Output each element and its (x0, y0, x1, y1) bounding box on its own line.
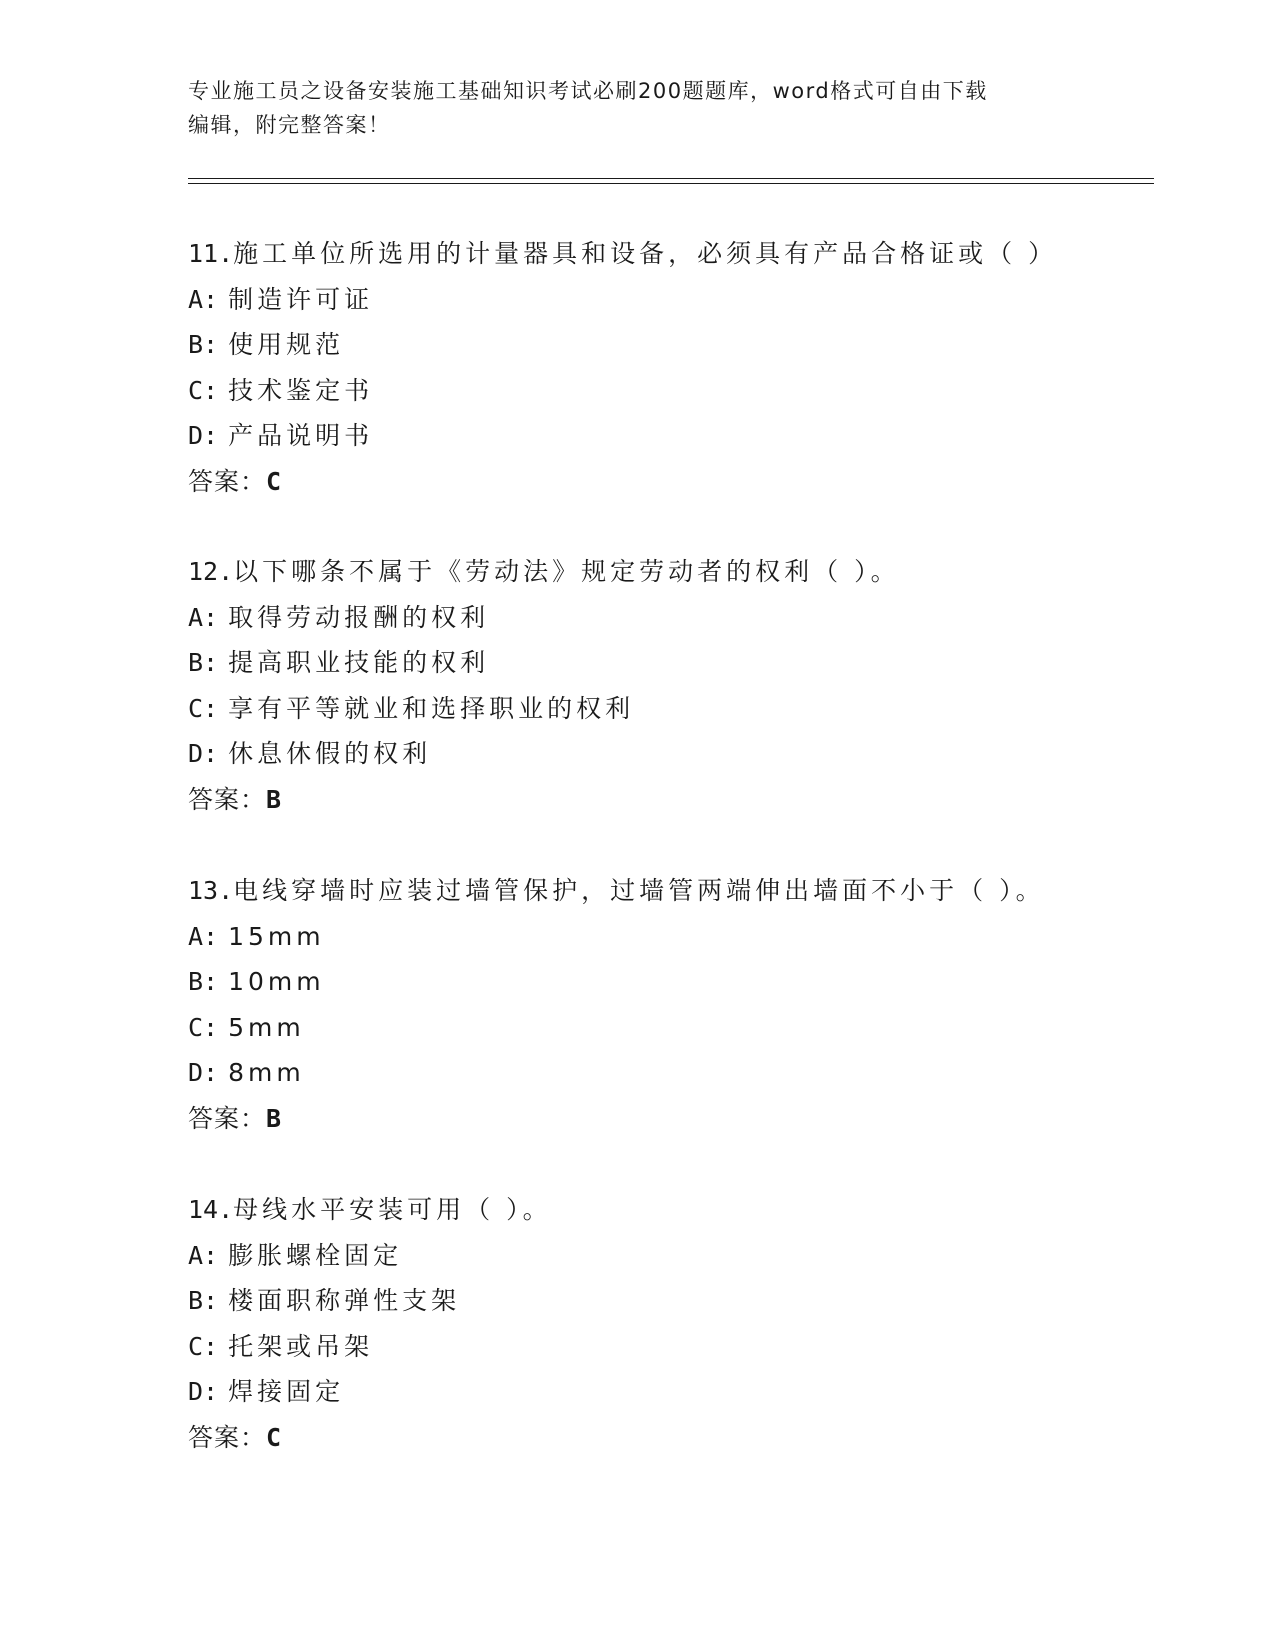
option-key: D: (188, 1377, 219, 1406)
question-stem (188, 868, 1148, 914)
option-key: D: (188, 739, 219, 768)
question-text: 电线穿墙时应装过墙管保护，过墙管两端伸出墙面不小于（ ）。 (233, 876, 1045, 905)
option-text: 5mm (228, 1012, 305, 1042)
option-key: B: (188, 648, 219, 677)
option-c (188, 1324, 1148, 1370)
option-key: A: (188, 921, 219, 951)
option-key: B: (188, 967, 219, 996)
option-a (188, 595, 1148, 641)
question-number: 11. (188, 239, 234, 268)
answer-line (188, 1096, 1148, 1142)
answer-label: 答案： (188, 466, 267, 496)
option-b (188, 959, 1148, 1005)
question-number: 14. (188, 1195, 234, 1224)
option-c (188, 368, 1148, 414)
question-text: 母线水平安装可用（ ）。 (233, 1195, 552, 1224)
option-text: 使用规范 (228, 330, 345, 359)
option-text: 8mm (228, 1058, 305, 1087)
option-text: 托架或吊架 (228, 1331, 374, 1361)
option-d (188, 413, 1148, 459)
question-14 (188, 1187, 1148, 1460)
question-stem (188, 1187, 1148, 1233)
option-d (188, 731, 1148, 777)
option-text: 焊接固定 (228, 1377, 345, 1406)
option-key: D: (188, 1058, 219, 1087)
option-key: A: (188, 602, 219, 632)
option-text: 提高职业技能的权利 (228, 648, 490, 677)
answer-value: C (266, 466, 283, 496)
option-key: B: (188, 330, 219, 359)
option-b (188, 322, 1148, 368)
option-c (188, 686, 1148, 732)
option-key: B: (188, 1286, 219, 1315)
option-text: 取得劳动报酬的权利 (228, 602, 490, 632)
question-11 (188, 231, 1148, 504)
answer-value: B (266, 784, 283, 814)
option-text: 15mm (228, 921, 325, 951)
option-a (188, 914, 1148, 960)
option-b (188, 1278, 1148, 1324)
answer-value: C (266, 1422, 283, 1452)
option-a (188, 277, 1148, 323)
answer-label: 答案： (188, 784, 267, 814)
option-text: 膨胀螺栓固定 (228, 1240, 403, 1270)
question-number: 13. (188, 876, 234, 905)
question-stem (188, 549, 1148, 595)
question-13 (188, 868, 1148, 1141)
answer-line (188, 777, 1148, 823)
option-key: A: (188, 1240, 219, 1270)
answer-value: B (266, 1103, 283, 1133)
question-text: 施工单位所选用的计量器具和设备，必须具有产品合格证或（ ） (233, 239, 1058, 268)
option-key: A: (188, 284, 219, 314)
option-text: 产品说明书 (228, 421, 374, 450)
question-number: 12. (188, 557, 234, 586)
option-text: 10mm (228, 967, 325, 996)
answer-line (188, 459, 1148, 505)
option-text: 楼面职称弹性支架 (228, 1286, 461, 1315)
option-text: 休息休假的权利 (228, 739, 432, 768)
option-text: 制造许可证 (228, 284, 374, 314)
option-key: C: (188, 375, 219, 405)
header-line-1: 专业施工员之设备安装施工基础知识考试必刷200题题库，word格式可自由下载 (188, 79, 988, 103)
option-d (188, 1369, 1148, 1415)
option-a (188, 1233, 1148, 1279)
option-b (188, 640, 1148, 686)
header-divider-bottom (188, 183, 1154, 184)
question-12 (188, 549, 1148, 822)
option-key: C: (188, 1331, 219, 1361)
header-divider-top (188, 178, 1154, 179)
answer-label: 答案： (188, 1422, 267, 1452)
option-key: D: (188, 421, 219, 450)
answer-label: 答案： (188, 1103, 267, 1133)
answer-line (188, 1415, 1148, 1461)
option-c (188, 1005, 1148, 1051)
header-line-2: 编辑，附完整答案！ (188, 113, 391, 137)
option-key: C: (188, 693, 219, 723)
question-text: 以下哪条不属于《劳动法》规定劳动者的权利（ ）。 (233, 557, 900, 586)
option-text: 享有平等就业和选择职业的权利 (228, 693, 635, 723)
option-d (188, 1050, 1148, 1096)
question-stem (188, 231, 1148, 277)
document-header (188, 74, 1088, 142)
option-key: C: (188, 1012, 219, 1042)
option-text: 技术鉴定书 (228, 375, 374, 405)
